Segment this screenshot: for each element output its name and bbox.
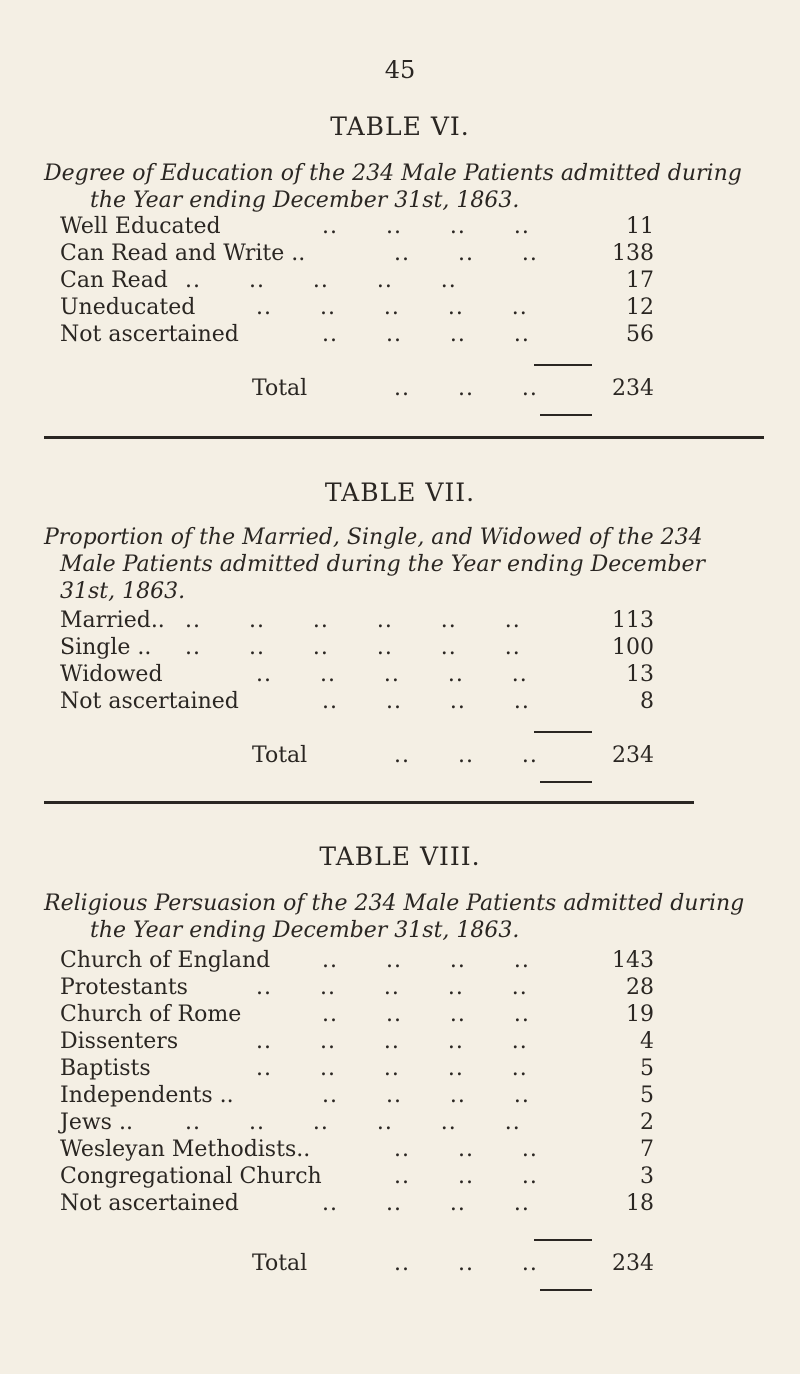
total-value: 234 <box>612 743 654 768</box>
table6-total <box>60 375 660 402</box>
row-value: 8 <box>640 689 654 714</box>
row-value: 17 <box>626 268 654 293</box>
leader-dots: .. .. .. <box>394 376 538 401</box>
table8-row <box>60 1190 660 1217</box>
table6-row <box>60 213 660 240</box>
row-value: 11 <box>626 214 654 239</box>
row-label: Baptists <box>60 1056 151 1081</box>
row-value: 19 <box>626 1002 654 1027</box>
section-divider <box>44 436 764 439</box>
row-value: 28 <box>626 975 654 1000</box>
table8-row <box>60 1082 660 1109</box>
leader-dots: .. .. .. .. .. <box>256 1029 528 1054</box>
table8-row <box>60 1001 660 1028</box>
leader-dots: .. .. .. <box>394 1164 538 1189</box>
table8-row <box>60 1109 660 1136</box>
table8-rows <box>60 947 660 1217</box>
total-label: Total <box>252 743 308 768</box>
total-label: Total <box>252 1251 308 1276</box>
row-label: Church of England <box>60 948 271 973</box>
table6-caption-line1: Degree of Education of the 234 Male Patients admitted during <box>44 161 742 186</box>
leader-dots: .. .. .. .. .. <box>256 975 528 1000</box>
table7-title: TABLE VII. <box>324 478 476 507</box>
sum-rule <box>534 731 592 733</box>
total-row <box>60 1250 660 1277</box>
table6-title: TABLE VI. <box>330 112 470 141</box>
row-value: 2 <box>640 1110 654 1135</box>
sum-rule-bottom <box>540 1289 592 1291</box>
row-label: Independents .. <box>60 1083 234 1108</box>
leader-dots: .. .. .. .. <box>322 948 530 973</box>
row-label: Not ascertained <box>60 689 239 714</box>
row-label: Married.. <box>60 608 165 633</box>
table6-rows <box>60 213 660 348</box>
leader-dots: .. .. .. .. <box>322 1083 530 1108</box>
table8-row <box>60 1136 660 1163</box>
table6-row <box>60 240 660 267</box>
sum-rule <box>534 364 592 366</box>
table8-caption-line2: the Year ending December 31st, 1863. <box>90 918 520 943</box>
table8-row <box>60 1163 660 1190</box>
row-label: Not ascertained <box>60 322 239 347</box>
row-label: Well Educated <box>60 214 221 239</box>
total-label: Total <box>252 376 308 401</box>
table7-total <box>60 742 660 769</box>
row-label: Congregational Church <box>60 1164 322 1189</box>
row-value: 18 <box>626 1191 654 1216</box>
row-value: 138 <box>612 241 654 266</box>
table8-title: TABLE VIII. <box>319 842 481 871</box>
table8-total <box>60 1250 660 1277</box>
table8-row <box>60 1055 660 1082</box>
row-label: Can Read and Write .. <box>60 241 306 266</box>
total-value: 234 <box>612 1251 654 1276</box>
leader-dots: .. .. .. .. <box>322 214 530 239</box>
table7-row <box>60 688 660 715</box>
leader-dots: .. .. .. .. .. <box>256 662 528 687</box>
leader-dots: .. .. .. .. .. .. <box>185 1110 521 1135</box>
row-label: Single .. <box>60 635 152 660</box>
leader-dots: .. .. .. .. <box>322 1191 530 1216</box>
table7-caption-line3: 31st, 1863. <box>60 579 186 604</box>
row-value: 3 <box>640 1164 654 1189</box>
sum-rule-bottom <box>540 414 592 416</box>
leader-dots: .. .. .. .. <box>322 322 530 347</box>
row-value: 56 <box>626 322 654 347</box>
leader-dots: .. .. .. .. <box>322 1002 530 1027</box>
table7-row <box>60 607 660 634</box>
row-label: Jews .. <box>60 1110 133 1135</box>
row-value: 4 <box>640 1029 654 1054</box>
row-label: Widowed <box>60 662 163 687</box>
table7-caption-line2: Male Patients admitted during the Year ending December <box>60 552 706 577</box>
total-value: 234 <box>612 376 654 401</box>
row-label: Uneducated <box>60 295 196 320</box>
leader-dots: .. .. .. <box>394 1251 538 1276</box>
leader-dots: .. .. .. .. .. <box>256 295 528 320</box>
leader-dots: .. .. .. <box>394 743 538 768</box>
row-value: 5 <box>640 1056 654 1081</box>
leader-dots: .. .. .. .. .. <box>256 1056 528 1081</box>
leader-dots: .. .. .. .. <box>322 689 530 714</box>
table8-row <box>60 1028 660 1055</box>
row-label: Protestants <box>60 975 188 1000</box>
leader-dots: .. .. .. <box>394 241 538 266</box>
table8-caption-line1: Religious Persuasion of the 234 Male Patients admitted during <box>44 891 745 916</box>
page-number: 45 <box>384 56 416 84</box>
leader-dots: .. .. .. .. .. .. <box>185 635 521 660</box>
table7-row <box>60 661 660 688</box>
row-value: 100 <box>612 635 654 660</box>
row-value: 113 <box>612 608 654 633</box>
table7-row <box>60 634 660 661</box>
table6-caption-line2: the Year ending December 31st, 1863. <box>90 188 520 213</box>
row-value: 12 <box>626 295 654 320</box>
row-label: Wesleyan Methodists.. <box>60 1137 311 1162</box>
sum-rule-bottom <box>540 781 592 783</box>
table6-row <box>60 267 660 294</box>
row-value: 13 <box>626 662 654 687</box>
sum-rule <box>534 1239 592 1241</box>
total-row <box>60 375 660 402</box>
row-value: 5 <box>640 1083 654 1108</box>
leader-dots: .. .. .. <box>394 1137 538 1162</box>
row-label: Not ascertained <box>60 1191 239 1216</box>
table7-caption-line1: Proportion of the Married, Single, and Widowed of the 234 <box>44 525 703 550</box>
table8-row <box>60 947 660 974</box>
section-divider <box>44 801 694 804</box>
table6-row <box>60 321 660 348</box>
table6-row <box>60 294 660 321</box>
row-label: Can Read <box>60 268 168 293</box>
table8-row <box>60 974 660 1001</box>
row-label: Church of Rome <box>60 1002 242 1027</box>
leader-dots: .. .. .. .. .. .. <box>185 608 521 633</box>
total-row <box>60 742 660 769</box>
row-value: 143 <box>612 948 654 973</box>
row-value: 7 <box>640 1137 654 1162</box>
leader-dots: .. .. .. .. .. <box>185 268 457 293</box>
table7-rows <box>60 607 660 715</box>
row-label: Dissenters <box>60 1029 179 1054</box>
